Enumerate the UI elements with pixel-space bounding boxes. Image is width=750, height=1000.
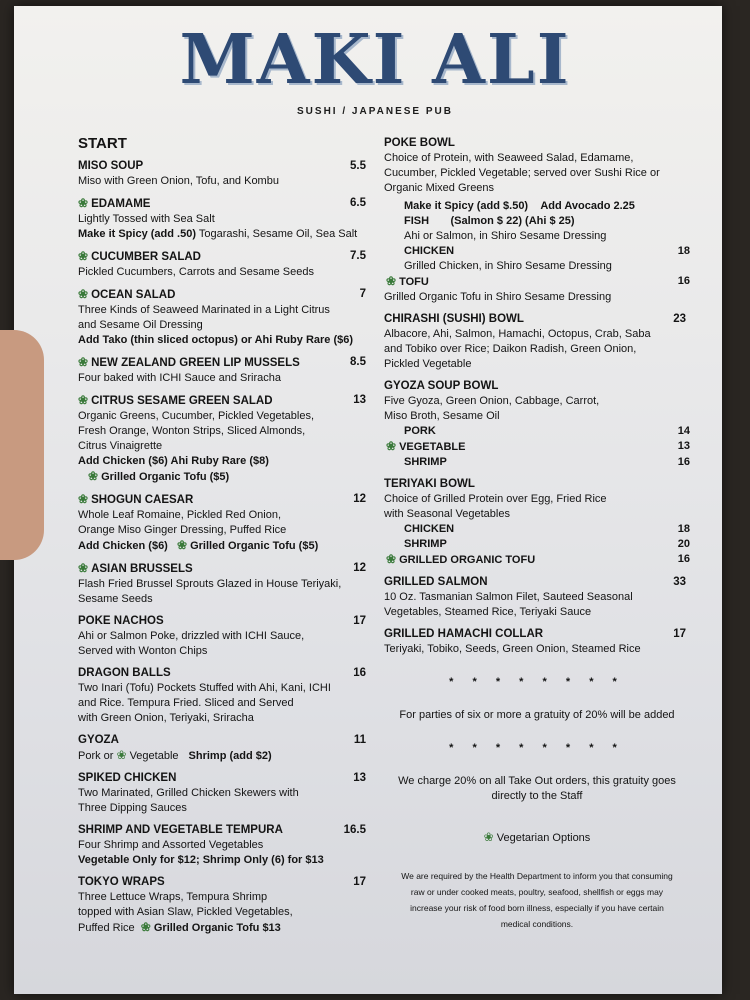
- disclaimer-3: increase your risk of food born illness, especially if you have certain: [410, 903, 664, 913]
- avocado-option: Add Avocado 2.25: [540, 200, 635, 212]
- option-price: 16: [677, 553, 690, 565]
- item-desc: Four Shrimp and Assorted Vegetables: [78, 839, 264, 851]
- item-desc: and Sesame Oil Dressing: [78, 319, 203, 331]
- item-name-text: GYOZA: [78, 734, 119, 746]
- item-name-text: CUCUMBER SALAD: [91, 251, 201, 263]
- menu-item-miso-soup: [78, 159, 370, 189]
- addon-text: Add Tako (thin sliced octopus) or Ahi Ruby Rare ($6): [78, 334, 354, 346]
- item-name: [78, 393, 273, 409]
- menu-item-shrimp-and-vegetable-tempura: [78, 823, 370, 868]
- item-desc-1: Teriyaki, Tobiko, Seeds, Green Onion, Steamed Rice: [384, 643, 641, 655]
- option-name: [386, 552, 535, 568]
- menu-item-grilled-salmon: [384, 575, 690, 620]
- item-name-text: SHOGUN CAESAR: [91, 494, 194, 506]
- item-price: 5.5: [350, 160, 366, 172]
- item-header: [78, 287, 370, 303]
- tofu-price: 16: [677, 275, 690, 287]
- menu-item-chirashi: [384, 312, 690, 372]
- item-desc: Pickled Cucumbers, Carrots and Sesame Seeds: [78, 266, 314, 278]
- option-row: [384, 455, 690, 470]
- menu-item-hamachi-collar: [384, 627, 690, 657]
- option-price: 14: [677, 425, 690, 437]
- item-desc: Miso with Green Onion, Tofu, and Kombu: [78, 175, 279, 187]
- item-price: 12: [353, 493, 366, 505]
- item-desc: Four baked with ICHI Sauce and Sriracha: [78, 372, 281, 384]
- item-name: [78, 561, 193, 577]
- disclaimer-2: raw or under cooked meats, poultry, seafood, shellfish or eggs may: [410, 887, 664, 897]
- addon-text: Add Chicken ($6) Ahi Ruby Rare ($8): [78, 455, 269, 467]
- disclaimer-1: We are required by the Health Department to inform you that consuming: [401, 871, 673, 881]
- item-desc: Whole Leaf Romaine, Pickled Red Onion,: [78, 509, 281, 521]
- item-options: [78, 227, 370, 242]
- item-desc-3: Pickled Vegetable: [384, 358, 472, 370]
- option-name: [404, 455, 447, 470]
- item-name: [78, 492, 193, 508]
- item-name: [78, 614, 164, 629]
- item-name: [78, 771, 176, 786]
- option-label: GRILLED ORGANIC TOFU: [399, 554, 536, 566]
- gratuity-note: For parties of six or more a gratuity of 20% will be added: [399, 709, 675, 721]
- chicken-desc: Grilled Chicken, in Shiro Sesame Dressing: [404, 260, 612, 272]
- chicken-label: CHICKEN: [404, 245, 455, 257]
- item-header: [78, 666, 370, 681]
- item-desc: Sesame Seeds: [78, 593, 153, 605]
- menu-item-tokyo-wraps: [78, 875, 370, 936]
- fish-label: FISH: [404, 215, 430, 227]
- item-name: [78, 823, 283, 838]
- item-name: GYOZA SOUP BOWL: [384, 380, 499, 392]
- choice-c: Shrimp (add $2): [188, 750, 272, 762]
- left-item-list: [78, 159, 370, 936]
- item-desc: with Green Onion, Teriyaki, Sriracha: [78, 712, 254, 724]
- item-desc: Ahi or Salmon Poke, drizzled with ICHI Sauce,: [78, 630, 305, 642]
- option-label: PORK: [404, 425, 436, 437]
- item-header: [78, 614, 370, 629]
- item-header: [78, 393, 370, 409]
- item-desc-3: Organic Mixed Greens: [384, 182, 495, 194]
- item-tail: [78, 920, 370, 936]
- option-name: [404, 537, 447, 552]
- divider-dots: * * * * * * * *: [449, 742, 625, 754]
- item-price: 11: [353, 734, 366, 746]
- menu-item-citrus-sesame-green-salad: [78, 393, 370, 485]
- leaf-icon: ❀: [78, 355, 89, 369]
- leaf-icon: ❀: [78, 196, 89, 210]
- menu-item-spiked-chicken: [78, 771, 370, 816]
- item-name-text: ASIAN BRUSSELS: [91, 563, 193, 575]
- spicy-option: Make it Spicy (add $.50): [404, 200, 529, 212]
- item-header: [78, 159, 370, 174]
- leaf-icon: ❀: [88, 469, 99, 483]
- veg-addon: Grilled Organic Tofu $13: [153, 922, 281, 934]
- item-desc: Two Inari (Tofu) Pockets Stuffed with Ahi, Kani, ICHI: [78, 682, 331, 694]
- item-name-text: CITRUS SESAME GREEN SALAD: [91, 395, 273, 407]
- item-desc: Orange Miso Ginger Dressing, Puffed Rice: [78, 524, 287, 536]
- item-name: GRILLED SALMON: [384, 576, 488, 588]
- leaf-icon: ❀: [78, 287, 89, 301]
- item-price: 16.5: [343, 824, 366, 836]
- item-desc-1: Five Gyoza, Green Onion, Cabbage, Carrot,: [384, 395, 600, 407]
- option-name: [404, 424, 436, 439]
- fish-prices: (Salmon $ 22) (Ahi $ 25): [450, 215, 575, 227]
- option-name: [404, 522, 454, 537]
- brand-logo: MAKI ALI: [179, 20, 571, 100]
- menu-item-asian-brussels: [78, 561, 370, 607]
- menu-item-shogun-caesar: [78, 492, 370, 554]
- addon-text: Add Chicken ($6): [78, 540, 168, 552]
- gyoza-options: [384, 424, 690, 470]
- item-name-text: MISO SOUP: [78, 160, 144, 172]
- veg-addon: Grilled Organic Tofu ($5): [190, 540, 319, 552]
- item-price: 12: [353, 562, 366, 574]
- option-row: [384, 537, 690, 552]
- item-price: 17: [673, 628, 686, 640]
- item-name: GRILLED HAMACHI COLLAR: [384, 628, 544, 640]
- menu-item-new-zealand-green-lip-mussels: [78, 355, 370, 386]
- option-row: [384, 552, 690, 568]
- item-name: [78, 666, 171, 681]
- veg-addon-wrap: [141, 922, 281, 934]
- choice-a: Pork or: [78, 750, 117, 762]
- item-header: [78, 733, 370, 748]
- item-desc-2: and Tobiko over Rice; Daikon Radish, Green Onion,: [384, 343, 637, 355]
- item-price: 6.5: [350, 197, 366, 209]
- item-price: 33: [673, 576, 686, 588]
- leaf-icon: ❀: [177, 538, 188, 552]
- item-desc: Three Lettuce Wraps, Tempura Shrimp: [78, 891, 268, 903]
- menu-item-dragon-balls: [78, 666, 370, 726]
- item-price: 7.5: [350, 250, 366, 262]
- menu-item-poke-nachos: [78, 614, 370, 659]
- left-column: [78, 136, 370, 943]
- right-column: [384, 136, 690, 932]
- menu-item-ocean-salad: [78, 287, 370, 348]
- leaf-icon: ❀: [483, 830, 494, 844]
- menu-item-gyoza-soup: [384, 379, 690, 470]
- item-header: [78, 823, 370, 838]
- item-desc: and Rice. Tempura Fried. Sliced and Served: [78, 697, 294, 709]
- item-name: [78, 159, 143, 174]
- option-bold: Make it Spicy (add .50): [78, 228, 196, 240]
- holding-thumb: [0, 330, 44, 560]
- takeout-note-1: We charge 20% on all Take Out orders, this gratuity goes: [398, 775, 676, 787]
- vegetarian-legend: Vegetarian Options: [496, 832, 591, 844]
- item-name: [78, 287, 175, 303]
- brand-tagline: SUSHI / JAPANESE PUB: [297, 106, 453, 117]
- item-name: [78, 355, 300, 371]
- menu-item-edamame: [78, 196, 370, 242]
- item-name-text: SPIKED CHICKEN: [78, 772, 177, 784]
- item-price: 17: [353, 876, 366, 888]
- item-price: 13: [353, 772, 366, 784]
- item-price: 8.5: [350, 356, 366, 368]
- item-name-text: SHRIMP AND VEGETABLE TEMPURA: [78, 824, 283, 836]
- option-row: [384, 424, 690, 439]
- leaf-icon: ❀: [116, 748, 127, 762]
- item-desc-2: with Seasonal Vegetables: [384, 508, 510, 520]
- leaf-icon: ❀: [78, 393, 89, 407]
- option-price: 20: [677, 538, 690, 550]
- item-addon: [78, 538, 370, 554]
- veg-addon: Grilled Organic Tofu ($5): [101, 471, 230, 483]
- item-header: [78, 196, 370, 212]
- menu-item-teriyaki-bowl: [384, 477, 690, 568]
- item-price: 23: [673, 313, 686, 325]
- leaf-icon: ❀: [78, 561, 89, 575]
- option-text: Togarashi, Sesame Oil, Sea Salt: [195, 228, 358, 240]
- leaf-icon: ❀: [386, 439, 397, 453]
- item-desc: Three Dipping Sauces: [78, 802, 187, 814]
- menu-item-cucumber-salad: [78, 249, 370, 280]
- item-header: [78, 492, 370, 508]
- item-desc: Served with Wonton Chips: [78, 645, 208, 657]
- addon-text: Vegetable Only for $12; Shrimp Only (6) for $13: [78, 854, 324, 866]
- item-name-text: OCEAN SALAD: [91, 289, 176, 301]
- teriyaki-options: [384, 522, 690, 568]
- option-price: 18: [677, 523, 690, 535]
- item-price: 17: [353, 615, 366, 627]
- item-price: 7: [359, 288, 366, 300]
- item-price: 16: [353, 667, 366, 679]
- leaf-icon: ❀: [386, 552, 397, 566]
- takeout-note-2: directly to the Staff: [491, 790, 583, 802]
- item-name: [78, 196, 150, 212]
- item-header: [78, 771, 370, 786]
- item-desc: Lightly Tossed with Sea Salt: [78, 213, 215, 225]
- item-desc: Organic Greens, Cucumber, Pickled Vegetables,: [78, 410, 315, 422]
- item-desc-2: Miso Broth, Sesame Oil: [384, 410, 500, 422]
- tofu-label: TOFU: [399, 276, 429, 288]
- leaf-icon: ❀: [386, 274, 397, 288]
- item-desc-2: Cucumber, Pickled Vegetable; served over Sushi Rice or: [384, 167, 660, 179]
- fish-desc: Ahi or Salmon, in Shiro Sesame Dressing: [404, 230, 607, 242]
- item-name: [78, 733, 119, 748]
- item-name: POKE BOWL: [384, 137, 455, 149]
- item-name: CHIRASHI (SUSHI) BOWL: [384, 313, 524, 325]
- option-label: VEGETABLE: [399, 441, 466, 453]
- item-name-text: POKE NACHOS: [78, 615, 164, 627]
- item-name-text: NEW ZEALAND GREEN LIP MUSSELS: [91, 357, 300, 369]
- item-name-text: DRAGON BALLS: [78, 667, 171, 679]
- menu-item-gyoza: [78, 733, 370, 764]
- item-desc-1: 10 Oz. Tasmanian Salmon Filet, Sauteed Seasonal: [384, 591, 633, 603]
- item-addon: [78, 333, 370, 348]
- item-name: [78, 249, 201, 265]
- item-desc-1: Choice of Grilled Protein over Egg, Fried Rice: [384, 493, 607, 505]
- disclaimer-4: medical conditions.: [500, 919, 574, 929]
- option-row: [384, 439, 690, 455]
- item-header: [78, 875, 370, 890]
- item-name: [78, 875, 165, 890]
- divider-dots: * * * * * * * *: [449, 676, 625, 688]
- option-price: 16: [677, 456, 690, 468]
- item-desc: Three Kinds of Seaweed Marinated in a Light Citrus: [78, 304, 330, 316]
- section-title: START: [78, 135, 127, 152]
- item-header: [78, 561, 370, 577]
- item-price: 13: [353, 394, 366, 406]
- item-header: [78, 355, 370, 371]
- chicken-price: 18: [677, 245, 690, 257]
- option-label: SHRIMP: [404, 456, 447, 468]
- item-desc-1: Albacore, Ahi, Salmon, Hamachi, Octopus, Crab, Saba: [384, 328, 651, 340]
- item-addon: [78, 853, 370, 868]
- leaf-icon: ❀: [78, 492, 89, 506]
- option-label: CHICKEN: [404, 523, 455, 535]
- item-name-text: TOKYO WRAPS: [78, 876, 165, 888]
- item-desc: Two Marinated, Grilled Chicken Skewers with: [78, 787, 299, 799]
- item-desc: Flash Fried Brussel Sprouts Glazed in House Teriyaki,: [78, 578, 342, 590]
- option-label: SHRIMP: [404, 538, 447, 550]
- item-veg-addon: [78, 469, 370, 485]
- option-row: [384, 522, 690, 537]
- leaf-icon: ❀: [140, 920, 151, 934]
- item-name-text: EDAMAME: [91, 198, 151, 210]
- item-desc: Fresh Orange, Wonton Strips, Sliced Almonds,: [78, 425, 306, 437]
- option-name: [386, 439, 465, 455]
- item-addon: [78, 454, 370, 469]
- leaf-icon: ❀: [78, 249, 89, 263]
- item-desc-2: Vegetables, Steamed Rice, Teriyaki Sauce: [384, 606, 592, 618]
- item-desc: topped with Asian Slaw, Pickled Vegetables,: [78, 906, 293, 918]
- option-price: 13: [677, 440, 690, 452]
- menu-item-poke-bowl: [384, 136, 690, 305]
- item-header: [78, 249, 370, 265]
- tail-text: Puffed Rice: [78, 922, 135, 934]
- tofu-desc: Grilled Organic Tofu in Shiro Sesame Dressing: [384, 291, 612, 303]
- item-desc: Citrus Vinaigrette: [78, 440, 163, 452]
- item-desc-1: Choice of Protein, with Seaweed Salad, Edamame,: [384, 152, 634, 164]
- item-name: TERIYAKI BOWL: [384, 478, 475, 490]
- choice-b: Vegetable: [129, 750, 179, 762]
- gyoza-choices: [78, 748, 370, 764]
